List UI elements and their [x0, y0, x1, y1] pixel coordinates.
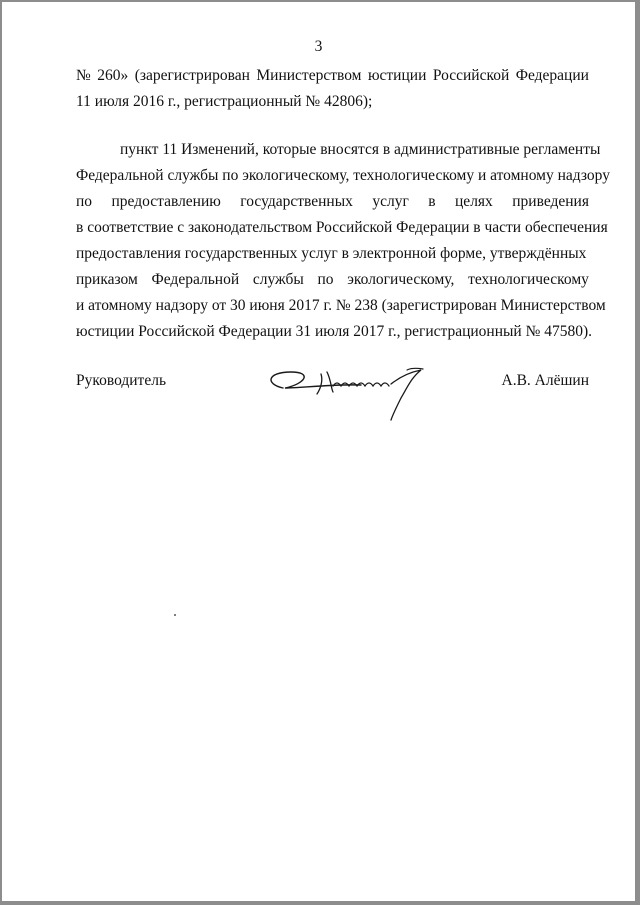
document-page: [2, 2, 635, 901]
paragraph2-line3: [76, 189, 589, 215]
page-number: 3: [314, 38, 323, 55]
paragraph2-line7: и атомному надзору от 30 июня 2017 г. № 238 (зарегистрирован Министерством: [76, 297, 606, 314]
word: Федеральной: [151, 271, 240, 288]
signature-block: [76, 362, 589, 422]
word: в: [428, 193, 436, 210]
word: по: [317, 271, 334, 288]
word: №: [76, 67, 91, 84]
document-body: [76, 63, 610, 345]
paragraph2-line6: [76, 267, 589, 293]
word: предоставлению: [111, 193, 221, 210]
paragraph2-line1: пункт 11 Изменений, которые вносятся в административные регламенты: [120, 141, 601, 158]
paragraph-gap: [76, 115, 589, 137]
word: службы: [252, 271, 304, 288]
word: Министерством: [256, 67, 362, 84]
signatory-position: Руководитель: [76, 372, 167, 389]
word: целях: [455, 193, 493, 210]
paragraph2-line2: Федеральной службы по экологическому, технологическому и атомному надзору: [76, 167, 610, 184]
scan-speck: [174, 614, 176, 616]
word: по: [76, 193, 93, 210]
word: экологическому,: [347, 271, 455, 288]
handwritten-signature: [261, 358, 441, 422]
signatory-name: А.В. Алёшин: [501, 372, 589, 389]
paragraph1-line2: 11 июля 2016 г., регистрационный № 42806);: [76, 93, 373, 110]
paragraph2-line4: в соответствие с законодательством Российской Федерации в части обеспечения: [76, 219, 608, 236]
word: (зарегистрирован: [134, 67, 250, 84]
paragraph1-line1: [76, 63, 589, 89]
word: государственных: [240, 193, 353, 210]
word: технологическому: [468, 271, 589, 288]
word: услуг: [372, 193, 409, 210]
word: юстиции: [367, 67, 427, 84]
word: 260»: [97, 67, 129, 84]
paragraph2-line5: предоставления государственных услуг в электронной форме, утверждённых: [76, 245, 587, 262]
word: приведения: [512, 193, 589, 210]
word: приказом: [76, 271, 138, 288]
word: Федерации: [515, 67, 589, 84]
paragraph2-line8: юстиции Российской Федерации 31 июля 2017 г., регистрационный № 47580).: [76, 323, 593, 340]
word: Российской: [432, 67, 510, 84]
